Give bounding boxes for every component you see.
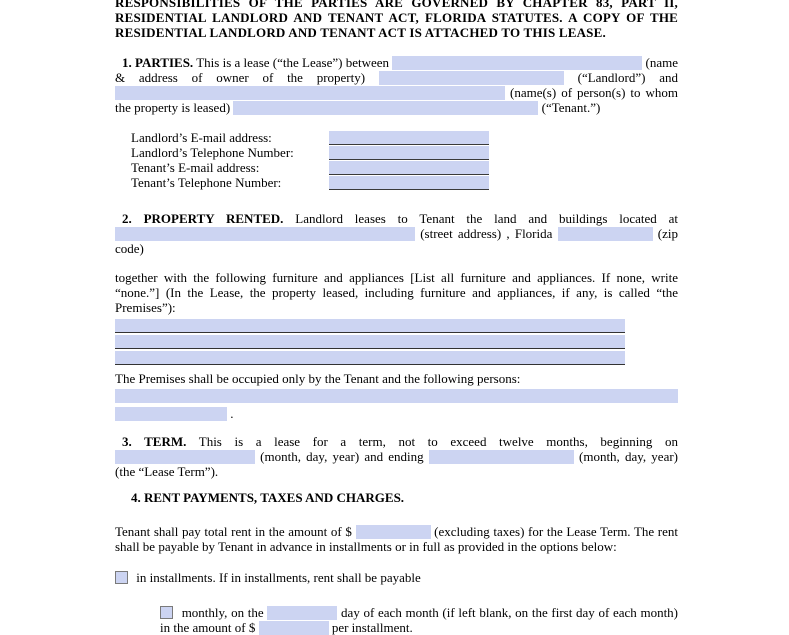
occupants-row-2 xyxy=(115,406,678,421)
intro-paragraph: RESPONSIBILITIES OF THE PARTIES ARE GOVERNED BY CHAPTER 83, PART II, RESIDENTIAL LANDLORD AND TENANT ACT, FLORIDA STATUTES. A COPY OF THE RESIDENTIAL LANDLORD AND TENANT ACT IS ATTACHED TO THIS LEASE. xyxy=(115,0,678,40)
furniture-line-field-3[interactable] xyxy=(115,351,625,365)
property-paragraph xyxy=(115,211,678,256)
tenant-email-field[interactable] xyxy=(329,161,489,175)
parties-text-4: (name(s) of person(s) to whom the property is leased) xyxy=(115,85,679,115)
monthly-checkbox[interactable] xyxy=(160,606,173,619)
landlord-name-field[interactable] xyxy=(379,71,564,85)
installments-checkbox[interactable] xyxy=(115,571,128,584)
rent-text-2: (excluding taxes) for the Lease Term. The rent shall be payable by Tenant in advance in installments or in full as provided in the options below: xyxy=(115,524,679,554)
total-rent-amount-field[interactable] xyxy=(356,525,431,539)
contact-row xyxy=(131,145,678,160)
contact-row xyxy=(131,160,678,175)
rent-text-1: Tenant shall pay total rent in the amount of $ xyxy=(115,524,352,539)
furniture-paragraph: together with the following furniture and appliances [List all furniture and appliances. If none, write “none.”] (In the Lease, the property leased, including furniture and appliances, if any, is called “the Premises”): xyxy=(115,270,678,315)
property-text-1: Landlord leases to Tenant the land and buildings located at xyxy=(295,211,678,226)
contact-row xyxy=(131,130,678,145)
contact-info-block xyxy=(131,130,678,190)
occupants-paragraph: The Premises shall be occupied only by the Tenant and the following persons: xyxy=(115,371,521,386)
parties-text-2: (name & address of owner of the property) xyxy=(115,55,679,85)
tenant-email-label: Tenant’s E-mail address: xyxy=(131,160,260,175)
lease-start-date-field[interactable] xyxy=(115,450,255,464)
term-text-1: This is a lease for a term, not to exceed twelve months, beginning on xyxy=(198,434,679,449)
rent-section-heading: 4. RENT PAYMENTS, TAXES AND CHARGES. xyxy=(131,490,405,505)
landlord-email-label: Landlord’s E-mail address: xyxy=(131,130,272,145)
landlord-phone-label: Landlord’s Telephone Number: xyxy=(131,145,294,160)
rent-paragraph xyxy=(115,524,678,554)
term-heading: 3. TERM. xyxy=(122,434,187,449)
monthly-day-field[interactable] xyxy=(267,606,337,620)
street-address-field[interactable] xyxy=(115,227,415,241)
property-text-3: (zip code) xyxy=(115,226,679,256)
furniture-lines xyxy=(115,319,678,365)
landlord-email-field[interactable] xyxy=(329,131,489,145)
monthly-text-3: per installment. xyxy=(331,620,413,635)
term-text-3: (month, day, year) (the “Lease Term”). xyxy=(115,449,679,479)
tenant-name-field[interactable] xyxy=(233,101,538,115)
tenant-phone-field[interactable] xyxy=(329,176,489,190)
contact-row xyxy=(131,175,678,190)
tenant-names-field[interactable] xyxy=(115,86,505,100)
lease-end-date-field[interactable] xyxy=(429,450,574,464)
parties-text-5: (“Tenant.”) xyxy=(541,100,601,115)
landlord-phone-field[interactable] xyxy=(329,146,489,160)
parties-text-3: (“Landlord”) and xyxy=(577,70,679,85)
term-text-2: (month, day, year) and ending xyxy=(260,449,424,464)
occupants-period: . xyxy=(230,406,234,421)
parties-paragraph xyxy=(115,55,678,115)
parties-heading: 1. PARTIES. xyxy=(122,55,194,70)
monthly-text-1: monthly, on the xyxy=(181,605,264,620)
monthly-text-2: day of each month (if left blank, on the first day of each month) in the amount of $ xyxy=(160,605,679,635)
parties-text-1: This is a lease (“the Lease”) between xyxy=(196,55,389,70)
occupants-field-2[interactable] xyxy=(115,407,227,421)
installments-option-label: in installments. If in installments, rent shall be payable xyxy=(136,570,421,585)
monthly-option-row xyxy=(160,605,678,635)
installments-option-row xyxy=(115,570,678,585)
property-heading: 2. PROPERTY RENTED. xyxy=(122,211,284,226)
furniture-line-field-2[interactable] xyxy=(115,335,625,349)
term-paragraph xyxy=(115,434,678,479)
zip-code-field[interactable] xyxy=(558,227,653,241)
tenant-phone-label: Tenant’s Telephone Number: xyxy=(131,175,282,190)
property-text-2: (street address) , Florida xyxy=(420,226,553,241)
occupants-field-1[interactable] xyxy=(115,389,678,403)
owner-name-address-field[interactable] xyxy=(392,56,642,70)
installment-amount-field[interactable] xyxy=(259,621,329,635)
furniture-line-field-1[interactable] xyxy=(115,319,625,333)
